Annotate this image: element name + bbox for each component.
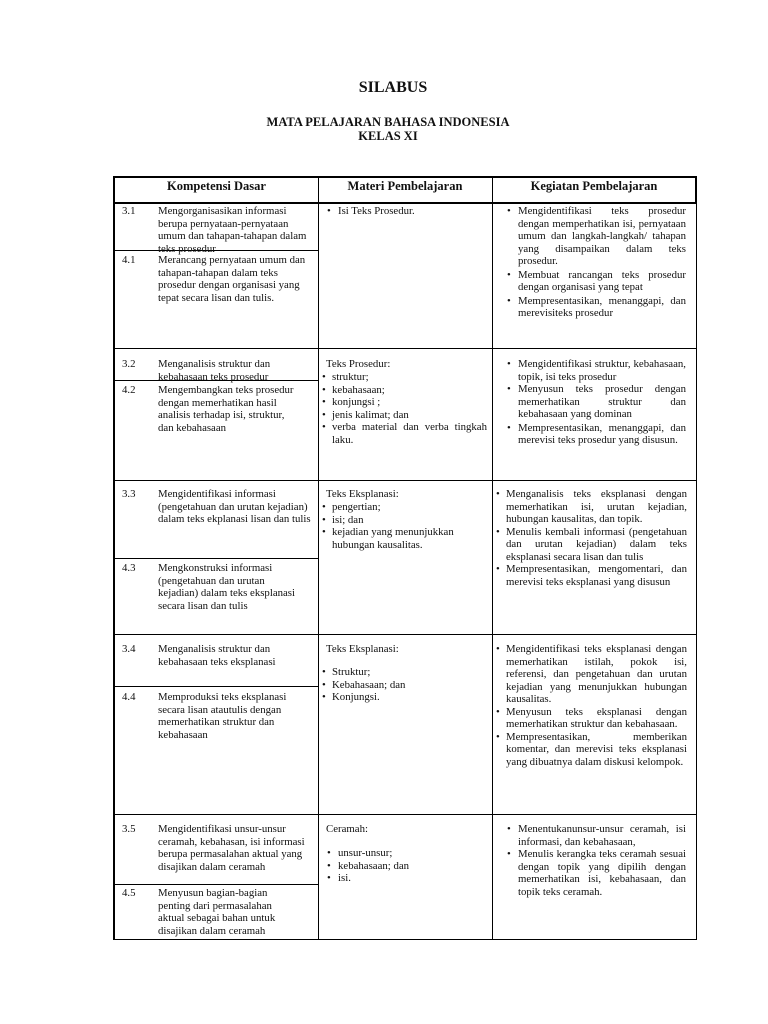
materi-item: • kejadian yang menunjukkan hubungan kausalitas. [321, 526, 491, 551]
kegiatan-item: • Menulis kerangka teks ceramah sesuai dengan topik yang dipilih dengan memerhatikan isi, kebahasaan, dan topik teks ceramah. [504, 848, 686, 898]
kd-number: 3.2 [122, 358, 136, 370]
kd-text: Merancang pernyataan umum dan tahapan-tahapan dalam teks prosedur dengan organisasi yang tepat secara lisan dan tulis. [158, 254, 306, 304]
kegiatan-item: • Mengidentifikasi teks eksplanasi dengan memerhatikan istilah, pokok isi, referensi, dan pengetahuan dan urutan kejadian yang menunjukkan hubungan kausalitas. [495, 643, 687, 706]
kegiatan-item: • Mempresentasikan, mengomentari, dan merevisi teks eksplanasi yang disusun [495, 563, 687, 588]
kegiatan-item: • Menganalisis teks eksplanasi dengan memerhatikan isi, urutan kejadian, hubungan kausalitas, dan topik. [495, 488, 687, 526]
column-header-kompetensi-dasar: Kompetensi Dasar [167, 179, 266, 193]
kd-number: 3.5 [122, 823, 136, 835]
materi-list [324, 205, 486, 218]
kegiatan-list [495, 643, 687, 768]
materi-item: • jenis kalimat; dan [321, 409, 487, 422]
kd-text: Mengidentifikasi unsur-unsur ceramah, kebahasan, isi informasi berupa permasalahan aktual yang disajikan dalam ceramah [158, 823, 305, 873]
materi-item: • konjungsi ; [321, 396, 487, 409]
kegiatan-item: • Membuat rancangan teks prosedur dengan organisasi yang tepat [504, 269, 686, 294]
materi-heading: Teks Prosedur: [326, 358, 391, 370]
kegiatan-item: • Menentukanunsur-unsur ceramah, isi informasi, dan kebahasaan, [504, 823, 686, 848]
materi-list [324, 847, 486, 885]
kd-text: Mengidentifikasi informasi (pengetahuan dan urutan kejadian) dalam teks ekplanasi lisan dan tulis [158, 488, 311, 525]
kd-number: 4.2 [122, 384, 136, 396]
kd-number: 4.5 [122, 887, 136, 899]
kegiatan-item: • Mempresentasikan, menanggapi, dan merevisiteks prosedur [504, 295, 686, 320]
materi-list [321, 666, 487, 704]
materi-item: • unsur-unsur; [324, 847, 486, 860]
kegiatan-item: • Menyusun teks prosedur dengan memerhatikan struktur dan kebahasaan yang dominan [504, 383, 686, 421]
materi-item: • isi; dan [321, 514, 491, 527]
kegiatan-item: • Mengidentifikasi teks prosedur dengan memperhatikan isi, pernyataan umum dan langkah-langkah/ tahapan yang disampaikan dalam teks prosedur. [504, 205, 686, 268]
kegiatan-list [504, 205, 686, 320]
materi-item: • Kebahasaan; dan [321, 679, 487, 692]
kd-text: Menyusun bagian-bagian penting dari permasalahan aktual sebagai bahan untuk disajikan dalam ceramah [158, 887, 276, 937]
kegiatan-item: • Mempresentasikan, menanggapi, dan merevisi teks prosedur yang disusun. [504, 422, 686, 447]
document-class-label: KELAS XI [358, 129, 418, 143]
materi-item: • Struktur; [321, 666, 487, 679]
materi-item: • isi. [324, 872, 486, 885]
materi-item: • verba material dan verba tingkah laku. [321, 421, 487, 446]
kd-text: Mengkonstruksi informasi (pengetahuan dan urutan kejadian) dalam teks eksplanasi secara lisan dan tulis [158, 562, 296, 612]
kd-number: 4.1 [122, 254, 136, 266]
kd-number: 3.4 [122, 643, 136, 655]
kd-text: Memproduksi teks eksplanasi secara lisan atautulis dengan memerhatikan struktur dan kebahasaan [158, 691, 287, 741]
kegiatan-list [495, 488, 687, 588]
kegiatan-item: • Mengidentifikasi struktur, kebahasaan, topik, isi teks prosedur [504, 358, 686, 383]
column-header-materi-pembelajaran: Materi Pembelajaran [347, 179, 463, 193]
materi-item: • kebahasaan; [321, 384, 487, 397]
syllabus-table [113, 176, 697, 940]
materi-heading: Teks Eksplanasi: [326, 643, 399, 655]
materi-list [321, 371, 487, 446]
kegiatan-item: • Menyusun teks eksplanasi dengan memerhatikan struktur dan kebahasaan. [495, 706, 687, 731]
kd-number: 3.3 [122, 488, 136, 500]
kd-number: 3.1 [122, 205, 136, 217]
kd-number: 4.3 [122, 562, 136, 574]
materi-list [321, 501, 491, 551]
materi-heading: Teks Eksplanasi: [326, 488, 399, 500]
materi-item: • kebahasaan; dan [324, 860, 486, 873]
materi-heading: Ceramah: [326, 823, 368, 835]
document-title: SILABUS [358, 79, 428, 96]
kd-number: 4.4 [122, 691, 136, 703]
kegiatan-list [504, 358, 686, 447]
kd-text: Menganalisis struktur dan kebahasaan teks eksplanasi [158, 643, 276, 668]
materi-item: • struktur; [321, 371, 487, 384]
kd-text: Menganalisis struktur dan kebahasaan teks prosedur [158, 358, 271, 383]
materi-item: • Konjungsi. [321, 691, 487, 704]
kegiatan-item: • Mempresentasikan, memberikan komentar, dan merevisi teks eksplanasi yang dibuatnya dalam diskusi kelompok. [495, 731, 687, 769]
materi-item: • Isi Teks Prosedur. [324, 205, 486, 218]
kd-text: Mengembangkan teks prosedur dengan memerhatikan hasil analisis terhadap isi, struktur, dan kebahasaan [158, 384, 294, 434]
kegiatan-item: • Menulis kembali informasi (pengetahuan dan urutan kejadian) dalam teks eksplanasi secara lisan dan tulis [495, 526, 687, 564]
materi-item: • pengertian; [321, 501, 491, 514]
column-header-kegiatan-pembelajaran: Kegiatan Pembelajaran [530, 179, 658, 193]
kegiatan-list [504, 823, 686, 898]
kd-text: Mengorganisasikan informasi berupa pernyataan-pernyataan umum dan tahapan-tahapan dalam teks prosedur [158, 205, 307, 255]
document-subtitle: MATA PELAJARAN BAHASA INDONESIA [266, 115, 510, 129]
